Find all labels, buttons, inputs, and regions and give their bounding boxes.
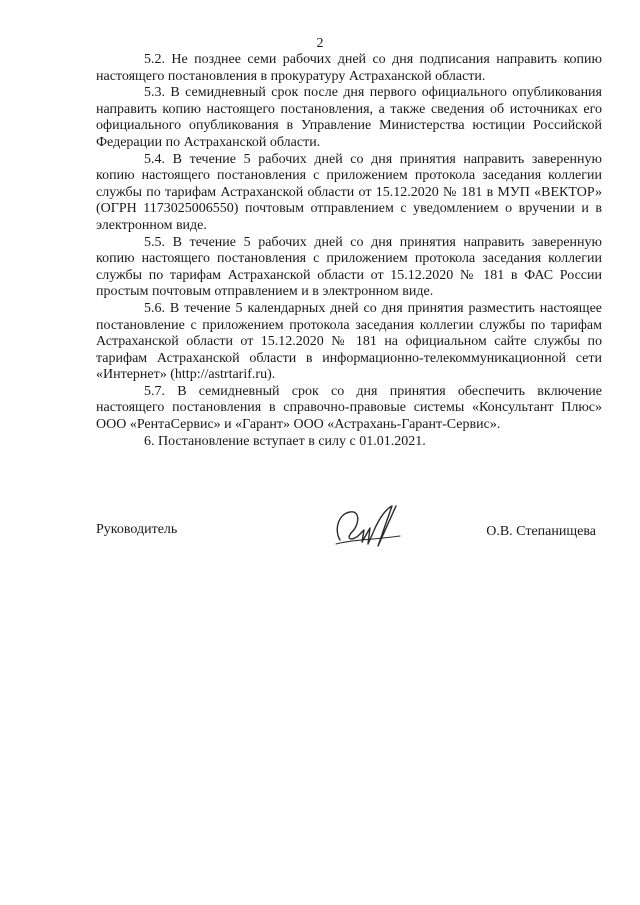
handwritten-signature — [330, 500, 410, 552]
document-body — [96, 52, 602, 450]
signatory-title: Руководитель — [96, 522, 178, 537]
paragraph-5-5: 5.5. В течение 5 рабочих дней со дня принятия направить заверенную копию настоящего постановления с приложением протокола заседания коллегии службы по тарифам Астраханской области от 15.12.2020 № 181 в ФАС России простым почтовым отправлением и в электронном виде. — [96, 234, 602, 300]
paragraph-5-4: 5.4. В течение 5 рабочих дней со дня принятия направить заверенную копию настоящего постановления с приложением протокола заседания коллегии службы по тарифам Астраханской области от 15.12.2020 № 181 в МУП «ВЕКТОР» (ОГРН 1173025006550) почтовым отправлением с уведомлением о вручении и в электронном виде. — [96, 151, 602, 233]
page-number: 2 — [316, 36, 324, 51]
signatory-name: О.В. Степанищева — [486, 524, 596, 539]
paragraph-6: 6. Постановление вступает в силу с 01.01.2021. — [144, 433, 426, 449]
paragraph-5-6: 5.6. В течение 5 календарных дней со дня принятия разместить настоящее постановление с приложением протокола заседания коллегии службы по тарифам Астраханской области от 15.12.2020 № 181 на официальном сайте службы по тарифам Астраханской области в информационно-телекоммуникационной сети «Интернет» (http://astrtarif.ru). — [96, 300, 602, 383]
paragraph-5-2: 5.2. Не позднее семи рабочих дней со дня подписания направить копию настоящего постановления в прокуратуру Астраханской области. — [96, 52, 602, 84]
paragraph-5-7: 5.7. В семидневный срок со дня принятия обеспечить включение настоящего постановления в справочно-правовые системы «Консультант Плюс» ООО «РентаСервис» и «Гарант» ООО «Астрахань-Гарант-Сервис». — [96, 383, 602, 433]
paragraph-5-3: 5.3. В семидневный срок после дня первого официального опубликования направить копию настоящего постановления, а также сведения об источниках его официального опубликования в Управление Министерства юстиции Российской Федерации по Астраханской области. — [96, 85, 602, 150]
